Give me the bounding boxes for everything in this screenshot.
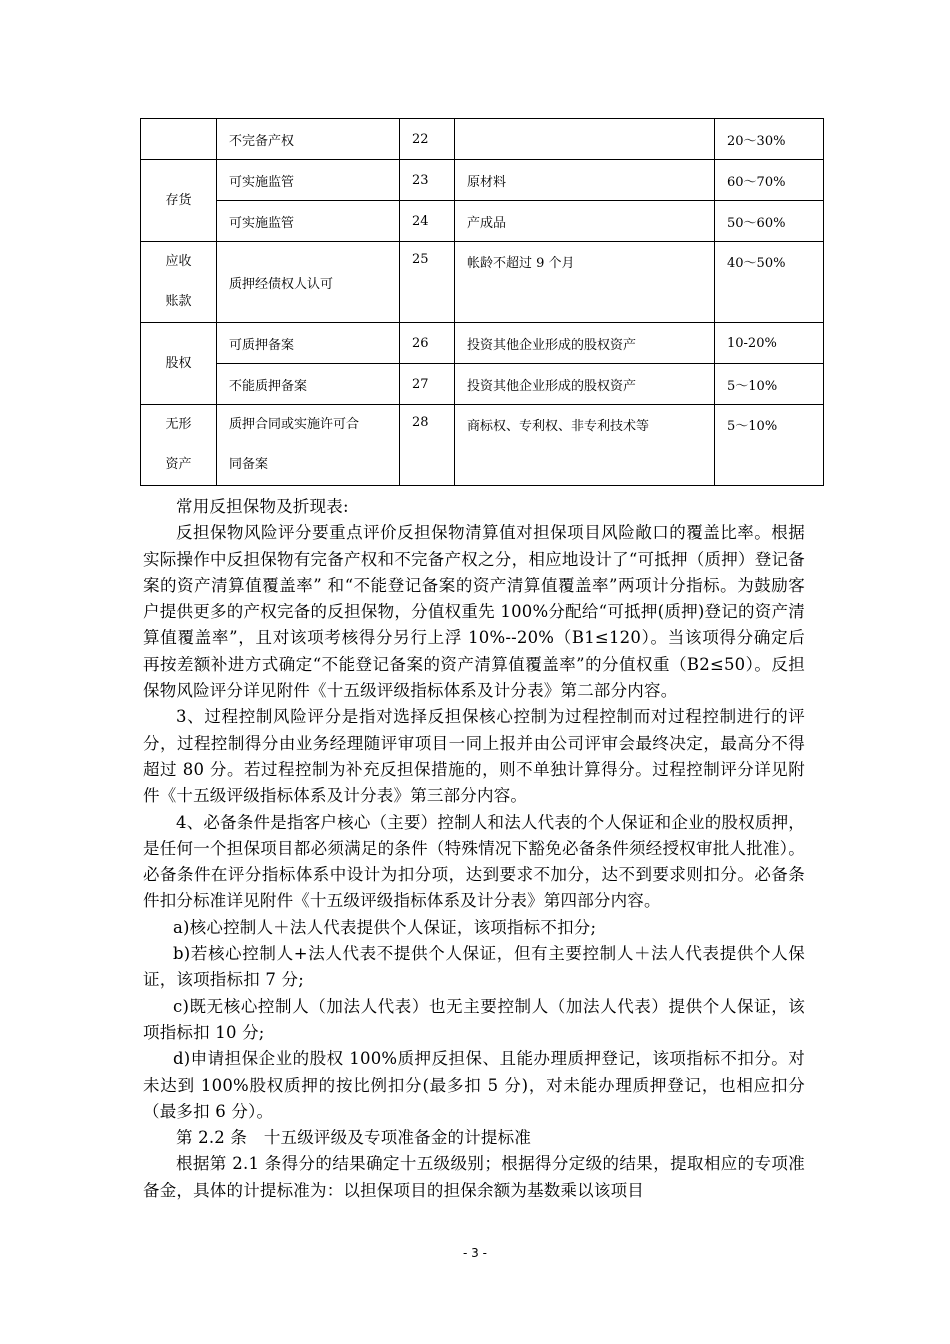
table-cell-category: 存货 bbox=[141, 160, 217, 242]
table-cell-category: 股权 bbox=[141, 323, 217, 405]
table-cell-category bbox=[141, 119, 217, 160]
list-item: a)核心控制人＋法人代表提供个人保证，该项指标不扣分; bbox=[173, 917, 597, 937]
table-cell-description: 投资其他企业形成的股权资产 bbox=[455, 364, 715, 405]
category-line: 应收 bbox=[165, 254, 192, 269]
table-cell-ratio: 20～30% bbox=[715, 119, 824, 160]
table-cell-ratio: 10-20% bbox=[715, 323, 824, 364]
table-cell-ratio: 5～10% bbox=[715, 364, 824, 405]
paragraph: 根据第 2.1 条得分的结果确定十五级级别；根据得分定级的结果，提取相应的专项准备金，具体的计提标准为：以担保项目的担保余额为基数乘以该项目 bbox=[143, 1154, 805, 1200]
table-cell-condition: 可实施监管 bbox=[217, 160, 400, 201]
collateral-discount-table bbox=[140, 118, 824, 486]
table-cell-description: 原材料 bbox=[455, 160, 715, 201]
table-cell-number: 25 bbox=[400, 242, 455, 323]
table-caption: 常用反担保物及折现表: bbox=[176, 497, 349, 516]
table-cell-description: 帐龄不超过 9 个月 bbox=[455, 242, 715, 323]
table-cell-number: 28 bbox=[400, 405, 455, 486]
table-cell-ratio: 60～70% bbox=[715, 160, 824, 201]
list-item: c)既无核心控制人（加法人代表）也无主要控制人（加法人代表）提供个人保证，该项指标扣 10 分; bbox=[143, 996, 805, 1042]
page-number: - 3 - bbox=[463, 1246, 487, 1260]
table-cell-number: 26 bbox=[400, 323, 455, 364]
table-cell-number: 27 bbox=[400, 364, 455, 405]
table-cell-number: 22 bbox=[400, 119, 455, 160]
document-body bbox=[143, 494, 805, 1204]
table-cell-condition: 可实施监管 bbox=[217, 201, 400, 242]
table-row bbox=[141, 160, 824, 201]
table-row bbox=[141, 119, 824, 160]
condition-line: 质押合同或实施许可合 bbox=[229, 417, 360, 432]
table-cell-ratio: 40～50% bbox=[715, 242, 824, 323]
category-line: 账款 bbox=[165, 294, 192, 309]
table-cell-number: 24 bbox=[400, 201, 455, 242]
table-cell-number: 23 bbox=[400, 160, 455, 201]
category-line: 资产 bbox=[165, 457, 192, 472]
list-item: b)若核心控制人+法人代表不提供个人保证，但有主要控制人＋法人代表提供个人保证，该项指标扣 7 分; bbox=[143, 944, 805, 990]
table-cell-description: 产成品 bbox=[455, 201, 715, 242]
table-cell-condition: 可质押备案 bbox=[217, 323, 400, 364]
table-row bbox=[141, 323, 824, 364]
table-cell-condition: 质押经债权人认可 bbox=[217, 242, 400, 323]
table-cell-category bbox=[141, 405, 217, 486]
table-row bbox=[141, 405, 824, 486]
category-line: 无形 bbox=[165, 417, 192, 432]
table-cell-condition bbox=[217, 405, 400, 486]
table-row bbox=[141, 242, 824, 323]
table-row bbox=[141, 364, 824, 405]
section-heading: 第 2.2 条 十五级评级及专项准备金的计提标准 bbox=[176, 1128, 532, 1148]
table-cell-condition: 不完备产权 bbox=[217, 119, 400, 160]
table-cell-ratio: 50～60% bbox=[715, 201, 824, 242]
table-cell-category bbox=[141, 242, 217, 323]
table-row bbox=[141, 201, 824, 242]
paragraph: 反担保物风险评分要重点评价反担保物清算值对担保项目风险敞口的覆盖比率。根据实际操作中反担保物有完备产权和不完备产权之分，相应地设计了“可抵押（质押）登记备案的资产清算值覆盖率” 和“不能登记备案的资产清算值覆盖率”两项计分指标。为鼓励客户提供更多的产权完备的反担保物，分值权重先 100%分配给“可抵押(质押)登记的资产清算值覆盖率”，且对该项考核得分另行上浮 10%--20%（B1≤120）。当该项得分确定后再按差额补进方式确定“不能登记备案的资产清算值覆盖率”的分值权重（B2≤50）。反担保物风险评分详见附件《十五级评级指标体系及计分表》第二部分内容。 bbox=[143, 523, 805, 701]
paragraph: 3、过程控制风险评分是指对选择反担保核心控制为过程控制而对过程控制进行的评分，过程控制得分由业务经理随评审项目一同上报并由公司评审会最终决定，最高分不得超过 80 分。若过程控制为补充反担保措施的，则不单独计算得分。过程控制评分详见附件《十五级评级指标体系及计分表》第三部分内容。 bbox=[143, 707, 805, 806]
paragraph: 4、必备条件是指客户核心（主要）控制人和法人代表的个人保证和企业的股权质押，是任何一个担保项目都必须满足的条件（特殊情况下豁免必备条件须经授权审批人批准）。必备条件在评分指标体系中设计为扣分项，达到要求不加分，达不到要求则扣分。必备条件扣分标准详见附件《十五级评级指标体系及计分表》第四部分内容。 bbox=[143, 812, 805, 911]
table-cell-description: 投资其他企业形成的股权资产 bbox=[455, 323, 715, 364]
table-cell-ratio: 5～10% bbox=[715, 405, 824, 486]
table-cell-description: 商标权、专利权、非专利技术等 bbox=[455, 405, 715, 486]
table-cell-description bbox=[455, 119, 715, 160]
list-item: d)申请担保企业的股权 100%质押反担保、且能办理质押登记，该项指标不扣分。对未达到 100%股权质押的按比例扣分(最多扣 5 分)，对未能办理质押登记，也相应扣分（最多扣 6 分）。 bbox=[143, 1049, 805, 1121]
table-cell-condition: 不能质押备案 bbox=[217, 364, 400, 405]
condition-line: 同备案 bbox=[229, 457, 269, 472]
